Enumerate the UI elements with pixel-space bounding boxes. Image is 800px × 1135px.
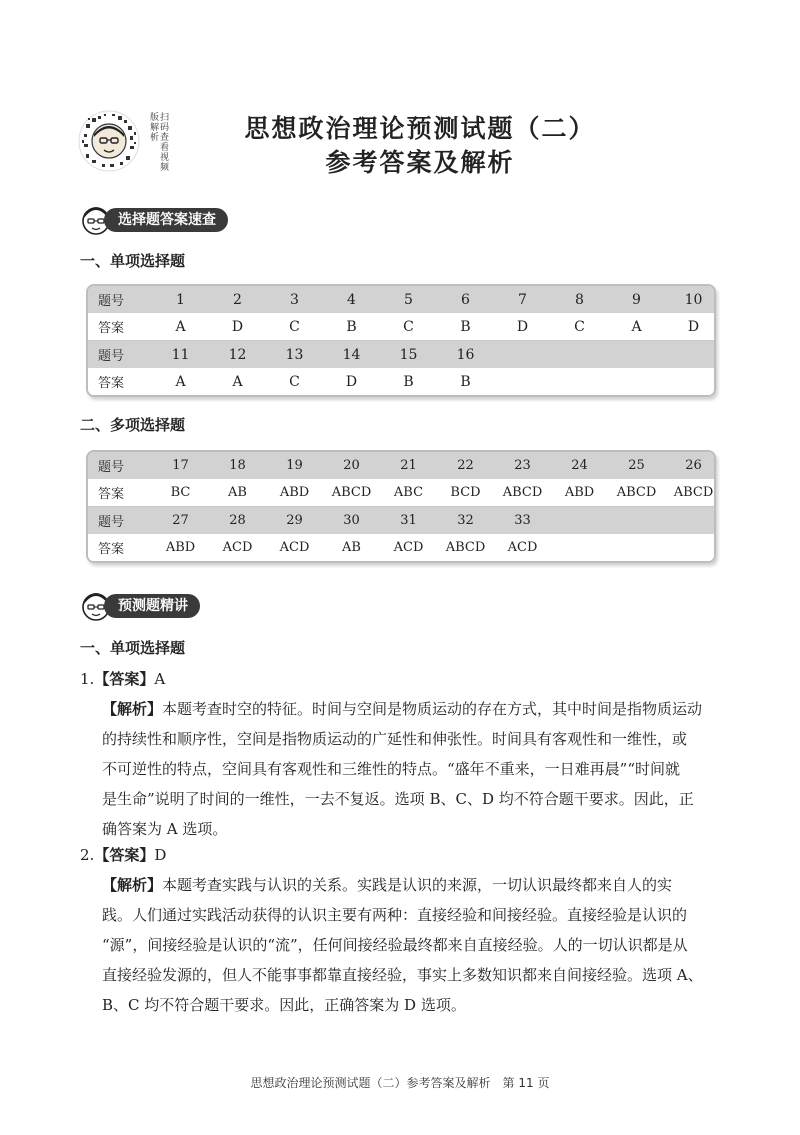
question-number: 11 xyxy=(171,346,190,363)
analysis-paragraph xyxy=(80,870,720,1020)
row-label-number: 题号 xyxy=(98,515,125,530)
row-label-number: 题号 xyxy=(98,460,125,475)
answer-cell: ABD xyxy=(165,540,196,555)
question-number: 30 xyxy=(343,513,360,528)
question-number: 3 xyxy=(290,291,299,308)
analysis-line: 是生命”说明了时间的一维性，一去不复返。选项 B、C、D 均不符合题干要求。因此，正 xyxy=(102,790,694,808)
analysis-text: 本题考查时空的特征。时间与空间是物质运动的存在方式，其中时间是指物质运动 xyxy=(162,700,703,718)
page-footer: 思想政治理论预测试题（二）参考答案及解析 第 11 页 xyxy=(250,1076,550,1090)
question-number: 15 xyxy=(399,346,418,363)
table-row-answers xyxy=(88,479,714,507)
answer-cell: ABCD xyxy=(331,485,372,500)
analysis-tag: 【解析】 xyxy=(102,876,163,894)
title-line-1: 思想政治理论预测试题（二） xyxy=(244,114,596,143)
answer-cell: ABCD xyxy=(616,485,657,500)
question-number: 25 xyxy=(628,458,645,473)
analysis-line: 确答案为 A 选项。 xyxy=(102,820,228,838)
answer-cell: ACD xyxy=(507,540,538,555)
answer-value: A xyxy=(154,670,166,688)
answer-line xyxy=(80,664,720,694)
question-number: 32 xyxy=(457,513,474,528)
answer-cell: ACD xyxy=(222,540,253,555)
question-number: 23 xyxy=(514,458,531,473)
question-number: 27 xyxy=(172,513,189,528)
question-number: 21 xyxy=(400,458,417,473)
answer-cell: ABD xyxy=(564,485,595,500)
question-number: 10 xyxy=(684,291,703,308)
answer-cell: ACD xyxy=(279,540,310,555)
row-label-number: 题号 xyxy=(98,294,125,309)
table-row-answers xyxy=(88,313,714,341)
question-number: 2. xyxy=(80,846,95,864)
question-number: 16 xyxy=(456,346,475,363)
answer-cell: B xyxy=(403,373,414,390)
answer-cell: D xyxy=(231,318,244,335)
row-label-answer: 答案 xyxy=(98,376,125,391)
answer-cell: BC xyxy=(170,485,191,500)
question-number: 7 xyxy=(518,291,527,308)
analysis-line: 的持续性和顺序性，空间是指物质运动的广延性和伸张性。时间具有客观性和一维性，或 xyxy=(102,730,688,748)
multi-choice-answer-table xyxy=(86,450,716,563)
answer-cell: ABCD xyxy=(502,485,543,500)
question-number: 20 xyxy=(343,458,360,473)
question-number: 24 xyxy=(571,458,588,473)
question-number: 12 xyxy=(228,346,247,363)
answer-cell: B xyxy=(346,318,357,335)
question-number: 22 xyxy=(457,458,474,473)
answer-tag: 【答案】 xyxy=(94,846,155,864)
qr-code-icon xyxy=(78,110,140,172)
answer-cell: C xyxy=(289,373,300,390)
lecture-single-choice-heading: 一、单项选择题 xyxy=(80,639,186,657)
question-number: 17 xyxy=(172,458,189,473)
title-line-2: 参考答案及解析 xyxy=(325,148,515,177)
question-number: 28 xyxy=(229,513,246,528)
question-number: 9 xyxy=(632,291,641,308)
answer-cell: C xyxy=(403,318,414,335)
question-number: 2 xyxy=(233,291,242,308)
answer-cell: ABCD xyxy=(445,540,486,555)
answer-cell: A xyxy=(631,318,642,335)
row-label-answer: 答案 xyxy=(98,487,125,502)
analysis-line xyxy=(102,870,720,900)
question-number: 6 xyxy=(461,291,470,308)
multi-choice-heading: 二、多项选择题 xyxy=(80,416,186,434)
answer-cell: C xyxy=(574,318,585,335)
table-row-numbers xyxy=(88,286,714,313)
analysis-line: “源”，间接经验是认识的“流”，任何间接经验最终都来自直接经验。人的一切认识都是从 xyxy=(102,936,688,954)
row-label-answer: 答案 xyxy=(98,321,125,336)
table-row-answers xyxy=(88,534,714,561)
qr-caption: 扫码查看视频版解析 xyxy=(148,112,168,172)
answer-cell: B xyxy=(460,318,471,335)
answer-cell: ABC xyxy=(393,485,424,500)
answer-cell: ABD xyxy=(279,485,310,500)
analysis-tag: 【解析】 xyxy=(102,700,163,718)
single-choice-heading: 一、单项选择题 xyxy=(80,252,186,270)
question-number: 33 xyxy=(514,513,531,528)
question-explanation-1 xyxy=(80,664,720,844)
badge-label: 选择题答案速查 xyxy=(104,208,228,232)
answer-cell: BCD xyxy=(450,485,481,500)
question-number: 1. xyxy=(80,670,95,688)
analysis-line xyxy=(102,694,720,724)
answer-cell: AB xyxy=(228,485,247,500)
answer-cell: D xyxy=(687,318,700,335)
question-number: 31 xyxy=(400,513,417,528)
analysis-line: 不可逆性的特点，空间具有客观性和三维性的特点。“盛年不重来，一日难再晨”“时间就 xyxy=(102,760,681,778)
answer-cell: D xyxy=(345,373,358,390)
table-row-numbers xyxy=(88,341,714,368)
badge-label: 预测题精讲 xyxy=(104,594,200,618)
answer-line xyxy=(80,840,720,870)
answer-cell: AB xyxy=(342,540,361,555)
question-number: 14 xyxy=(342,346,361,363)
question-number: 19 xyxy=(286,458,303,473)
answer-cell: ACD xyxy=(393,540,424,555)
analysis-text: 本题考查实践与认识的关系。实践是认识的来源，一切认识最终都来自人的实 xyxy=(162,876,673,894)
question-explanation-2 xyxy=(80,840,720,1020)
answer-cell: A xyxy=(175,373,186,390)
answer-cell: D xyxy=(516,318,529,335)
question-number: 29 xyxy=(286,513,303,528)
analysis-line: 直接经验发源的，但人不能事事都靠直接经验，事实上多数知识都来自间接经验。选项 A、 xyxy=(102,966,703,984)
question-number: 18 xyxy=(229,458,246,473)
answer-cell: A xyxy=(175,318,186,335)
table-row-numbers xyxy=(88,452,714,479)
answer-cell: ABCD xyxy=(673,485,714,500)
document-title xyxy=(200,112,640,180)
answer-cell: A xyxy=(232,373,243,390)
question-number: 4 xyxy=(347,291,356,308)
question-number: 5 xyxy=(404,291,413,308)
single-choice-answer-table xyxy=(86,284,716,397)
question-number: 13 xyxy=(285,346,304,363)
row-label-answer: 答案 xyxy=(98,542,125,557)
table-row-answers xyxy=(88,368,714,395)
table-row-numbers xyxy=(88,507,714,534)
answer-value: D xyxy=(154,846,167,864)
answer-tag: 【答案】 xyxy=(94,670,155,688)
analysis-line: 践。人们通过实践活动获得的认识主要有两种：直接经验和间接经验。直接经验是认识的 xyxy=(102,906,688,924)
question-number: 8 xyxy=(575,291,584,308)
row-label-number: 题号 xyxy=(98,349,125,364)
answer-cell: C xyxy=(289,318,300,335)
analysis-line: B、C 均不符合题干要求。因此，正确答案为 D 选项。 xyxy=(102,996,466,1014)
qr-code-block xyxy=(78,110,168,176)
answer-cell: B xyxy=(460,373,471,390)
question-number: 1 xyxy=(176,291,185,308)
analysis-paragraph xyxy=(80,694,720,844)
question-number: 26 xyxy=(685,458,702,473)
